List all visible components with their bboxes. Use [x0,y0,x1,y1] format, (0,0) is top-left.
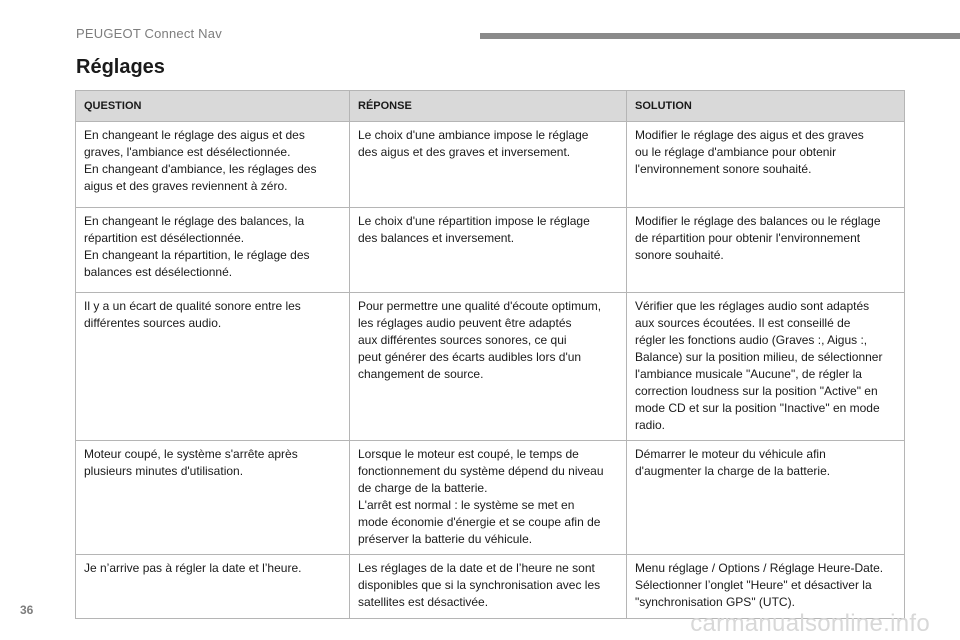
table-row [76,208,905,293]
solution-cell: Menu réglage / Options / Réglage Heure-Date. Sélectionner l’onglet "Heure" et désactiver la "synchronisation GPS" (UTC). [627,555,905,619]
watermark-text: carmanualsonline.info [690,610,930,637]
question-cell: Il y a un écart de qualité sonore entre les différentes sources audio. [76,293,350,441]
solution-cell: Modifier le réglage des balances ou le réglage de répartition pour obtenir l'environnement sonore souhaité. [627,208,905,293]
answer-cell: Le choix d'une répartition impose le réglage des balances et inversement. [350,208,627,293]
solution-cell: Vérifier que les réglages audio sont adaptés aux sources écoutées. Il est conseillé de régler les fonctions audio (Graves :, Aigus :, Balance) sur la position milieu, de sélectionner l'ambiance musicale "Aucune", de régler la correction loudness sur la position "Active" en mode CD et sur la position "Inactive" en mode radio. [627,293,905,441]
question-cell: Moteur coupé, le système s'arrête après plusieurs minutes d'utilisation. [76,441,350,555]
table-header-row [76,91,905,122]
question-cell: En changeant le réglage des aigus et des graves, l'ambiance est désélectionnée. En changeant d'ambiance, les réglages des aigus et des graves reviennent à zéro. [76,122,350,208]
page-number: 36 [20,603,34,617]
page-title: Réglages [76,56,165,78]
column-header-answer: RÉPONSE [350,91,627,122]
question-cell: Je n’arrive pas à régler la date et l’heure. [76,555,350,619]
answer-cell: Le choix d'une ambiance impose le réglage des aigus et des graves et inversement. [350,122,627,208]
table-row [76,122,905,208]
table-row [76,555,905,619]
table-row [76,441,905,555]
troubleshooting-table [75,90,905,619]
manual-header-title: PEUGEOT Connect Nav [76,26,222,41]
question-cell: En changeant le réglage des balances, la répartition est désélectionnée. En changeant la répartition, le réglage des balances est désélectionné. [76,208,350,293]
header-rule [480,33,960,39]
solution-cell: Modifier le réglage des aigus et des graves ou le réglage d'ambiance pour obtenir l'environnement sonore souhaité. [627,122,905,208]
answer-cell: Pour permettre une qualité d'écoute optimum, les réglages audio peuvent être adaptés aux différentes sources sonores, ce qui peut générer des écarts audibles lors d'un changement de source. [350,293,627,441]
table-row [76,293,905,441]
answer-cell: Les réglages de la date et de l’heure ne sont disponibles que si la synchronisation avec les satellites est désactivée. [350,555,627,619]
solution-cell: Démarrer le moteur du véhicule afin d'augmenter la charge de la batterie. [627,441,905,555]
column-header-question: QUESTION [76,91,350,122]
column-header-solution: SOLUTION [627,91,905,122]
answer-cell: Lorsque le moteur est coupé, le temps de fonctionnement du système dépend du niveau de charge de la batterie. L'arrêt est normal : le système se met en mode économie d'énergie et se coupe afin de préserver la batterie du véhicule. [350,441,627,555]
